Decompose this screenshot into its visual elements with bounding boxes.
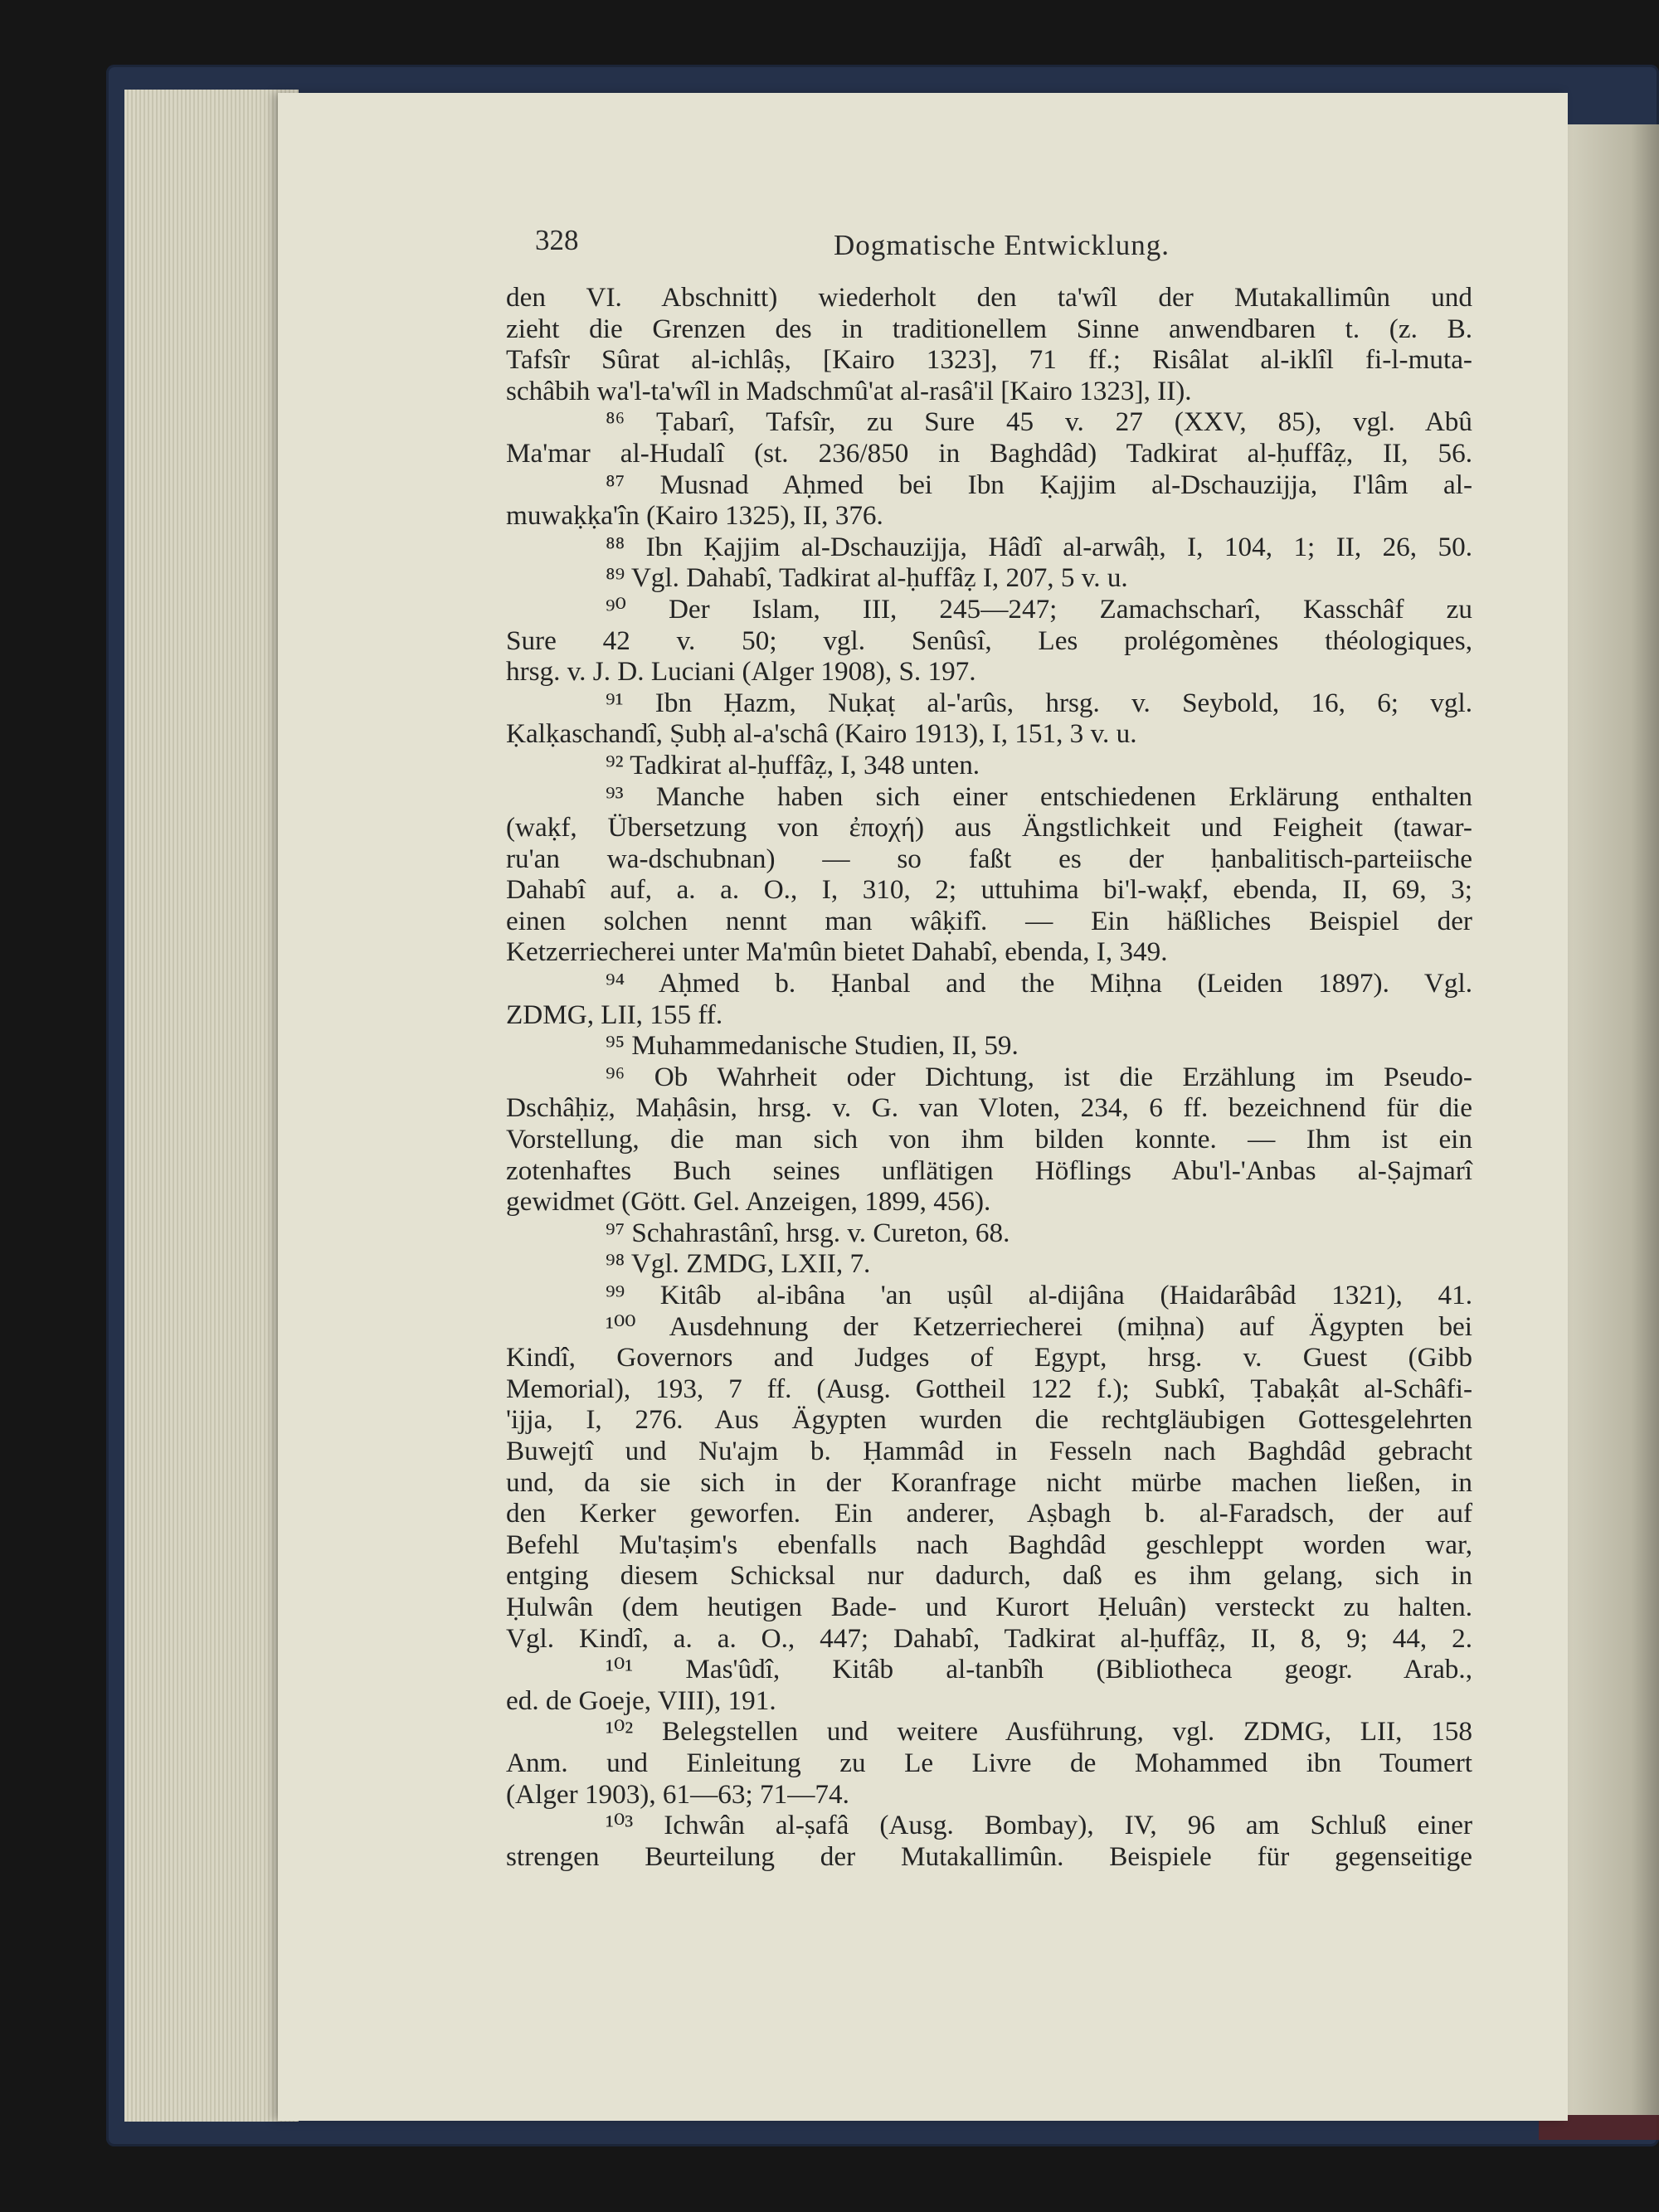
text-line: ⁹⁷ Schahrastânî, hrsg. v. Cureton, 68.: [606, 1217, 1010, 1248]
text-line: ⁹⁵ Muhammedanische Studien, II, 59.: [606, 1030, 1019, 1062]
text-line: ⁹¹ Ibn Ḥazm, Nuḳaṭ al-'arûs, hrsg. v. Seybold, 16, 6; vgl.: [606, 687, 1472, 718]
text-line: ¹⁰⁰ Ausdehnung der Ketzerriecherei (miḥna) auf Ägypten bei: [606, 1310, 1472, 1342]
text-line: ⁹⁴ Aḥmed b. Ḥanbal and the Miḥna (Leiden 1897). Vgl.: [606, 968, 1472, 999]
text-line: Vorstellung, die man sich von ihm bilden konnte. — Ihm ist ein: [506, 1124, 1472, 1155]
text-line: entging diesem Schicksal nur dadurch, daß es ihm gelang, sich in: [506, 1560, 1472, 1592]
page-number: 328: [535, 224, 579, 256]
text-line: ⁹⁸ Vgl. ZMDG, LXII, 7.: [606, 1248, 871, 1280]
text-line: Ma'mar al-Hudalî (st. 236/850 in Baghdâd) Tadkirat al-ḥuffâẓ, II, 56.: [506, 437, 1472, 469]
text-line: Kindî, Governors and Judges of Egypt, hrsg. v. Guest (Gibb: [506, 1342, 1472, 1373]
text-line: (Alger 1903), 61—63; 71—74.: [506, 1778, 849, 1810]
text-line: Ḳalḳaschandî, Ṣubḥ al-a'schâ (Kairo 1913), I, 151, 3 v. u.: [506, 718, 1137, 750]
text-line: muwaḳḳa'în (Kairo 1325), II, 376.: [506, 500, 883, 532]
text-line: und, da sie sich in der Koranfrage nicht mürbe machen ließen, in: [506, 1466, 1472, 1498]
right-page-stack: [1568, 124, 1659, 2115]
text-line: ⁹³ Manche haben sich einer entschiedenen Erklärung enthalten: [606, 780, 1472, 812]
text-line: ⁹⁶ Ob Wahrheit oder Dichtung, ist die Erzählung im Pseudo-: [606, 1061, 1472, 1092]
text-line: gewidmet (Gött. Gel. Anzeigen, 1899, 456).: [506, 1186, 991, 1218]
text-line: Dschâḥiẓ, Maḥâsin, hrsg. v. G. van Vloten, 234, 6 ff. bezeichnend für die: [506, 1092, 1472, 1124]
text-line: ⁸⁶ Ṭabarî, Tafsîr, zu Sure 45 v. 27 (XXV, 85), vgl. Abû: [606, 406, 1472, 438]
left-page-stack: [124, 90, 299, 2122]
text-line: hrsg. v. J. D. Luciani (Alger 1908), S. 197.: [506, 656, 976, 688]
text-line: ¹⁰¹ Mas'ûdî, Kitâb al-tanbîh (Bibliotheca geogr. Arab.,: [606, 1654, 1472, 1685]
text-line: ¹⁰³ Ichwân al-ṣafâ (Ausg. Bombay), IV, 96 am Schluß einer: [606, 1810, 1472, 1841]
text-line: Buwejtî und Nu'ajm b. Ḥammâd in Fesseln nach Baghdâd gebracht: [506, 1435, 1472, 1466]
text-line: den VI. Abschnitt) wiederholt den ta'wîl der Mutakallimûn und: [506, 282, 1472, 313]
page-header: [535, 224, 1464, 262]
footnotes-body: [506, 282, 1472, 1872]
text-line: ⁹⁰ Der Islam, III, 245—247; Zamachscharî, Kasschâf zu: [606, 593, 1472, 625]
text-line: Dahabî auf, a. a. O., I, 310, 2; uttuhima bi'l-waḳf, ebenda, II, 69, 3;: [506, 874, 1472, 906]
text-line: schâbih wa'l-ta'wîl in Madschmû'at al-rasâ'il [Kairo 1323], II).: [506, 375, 1192, 406]
text-line: ⁹⁹ Kitâb al-ibâna 'an uṣûl al-dijâna (Haidarâbâd 1321), 41.: [606, 1280, 1472, 1310]
text-line: ed. de Goeje, VIII), 191.: [506, 1685, 776, 1716]
text-line: ¹⁰² Belegstellen und weitere Ausführung, vgl. ZDMG, LII, 158: [606, 1716, 1472, 1748]
text-line: 'ijja, I, 276. Aus Ägypten wurden die rechtgläubigen Gottesgelehrten: [506, 1404, 1472, 1436]
text-line: den Kerker geworfen. Ein anderer, Aṣbagh b. al-Faradsch, der auf: [506, 1498, 1472, 1529]
text-line: (waḳf, Übersetzung von ἐποχή) aus Ängstlichkeit und Feigheit (tawar-: [506, 812, 1472, 843]
text-line: ZDMG, LII, 155 ff.: [506, 999, 723, 1030]
text-line: Vgl. Kindî, a. a. O., 447; Dahabî, Tadkirat al-ḥuffâẓ, II, 8, 9; 44, 2.: [506, 1622, 1472, 1654]
text-line: ⁸⁹ Vgl. Dahabî, Tadkirat al-ḥuffâẓ I, 207, 5 v. u.: [606, 562, 1128, 594]
text-line: Tafsîr Sûrat al-ichlâṣ, [Kairo 1323], 71 ff.; Risâlat al-iklîl fi-l-muta-: [506, 344, 1472, 376]
running-title: Dogmatische Entwicklung.: [834, 229, 1170, 261]
text-line: Ḥulwân (dem heutigen Bade- und Kurort Ḥeluân) versteckt zu halten.: [506, 1591, 1472, 1622]
text-line: ⁸⁸ Ibn Ḳajjim al-Dschauzijja, Hâdî al-arwâḥ, I, 104, 1; II, 26, 50.: [606, 531, 1472, 562]
text-line: Anm. und Einleitung zu Le Livre de Mohammed ibn Toumert: [506, 1747, 1472, 1778]
text-line: einen solchen nennt man wâḳifî. — Ein häßliches Beispiel der: [506, 905, 1472, 936]
text-line: ⁹² Tadkirat al-ḥuffâẓ, I, 348 unten.: [606, 749, 980, 780]
text-line: zieht die Grenzen des in traditionellem Sinne anwendbaren t. (z. B.: [506, 313, 1472, 344]
text-line: ⁸⁷ Musnad Aḥmed bei Ibn Ḳajjim al-Dschauzijja, I'lâm al-: [606, 469, 1472, 500]
text-line: Sure 42 v. 50; vgl. Senûsî, Les prolégomènes théologiques,: [506, 625, 1472, 656]
text-line: ru'an wa-dschubnan) — so faßt es der ḥanbalitisch-parteiische: [506, 843, 1472, 874]
text-line: Memorial), 193, 7 ff. (Ausg. Gottheil 122 f.); Subkî, Ṭabaḳât al-Schâfi-: [506, 1373, 1472, 1404]
text-line: zotenhaftes Buch seines unflätigen Höflings Abu'l-'Anbas al-Ṣajmarî: [506, 1155, 1472, 1186]
text-line: strengen Beurteilung der Mutakallimûn. Beispiele für gegenseitige: [506, 1840, 1472, 1872]
text-line: Ketzerriecherei unter Ma'mûn bietet Dahabî, ebenda, I, 349.: [506, 936, 1168, 968]
text-line: Befehl Mu'taṣim's ebenfalls nach Baghdâd geschleppt worden war,: [506, 1529, 1472, 1560]
